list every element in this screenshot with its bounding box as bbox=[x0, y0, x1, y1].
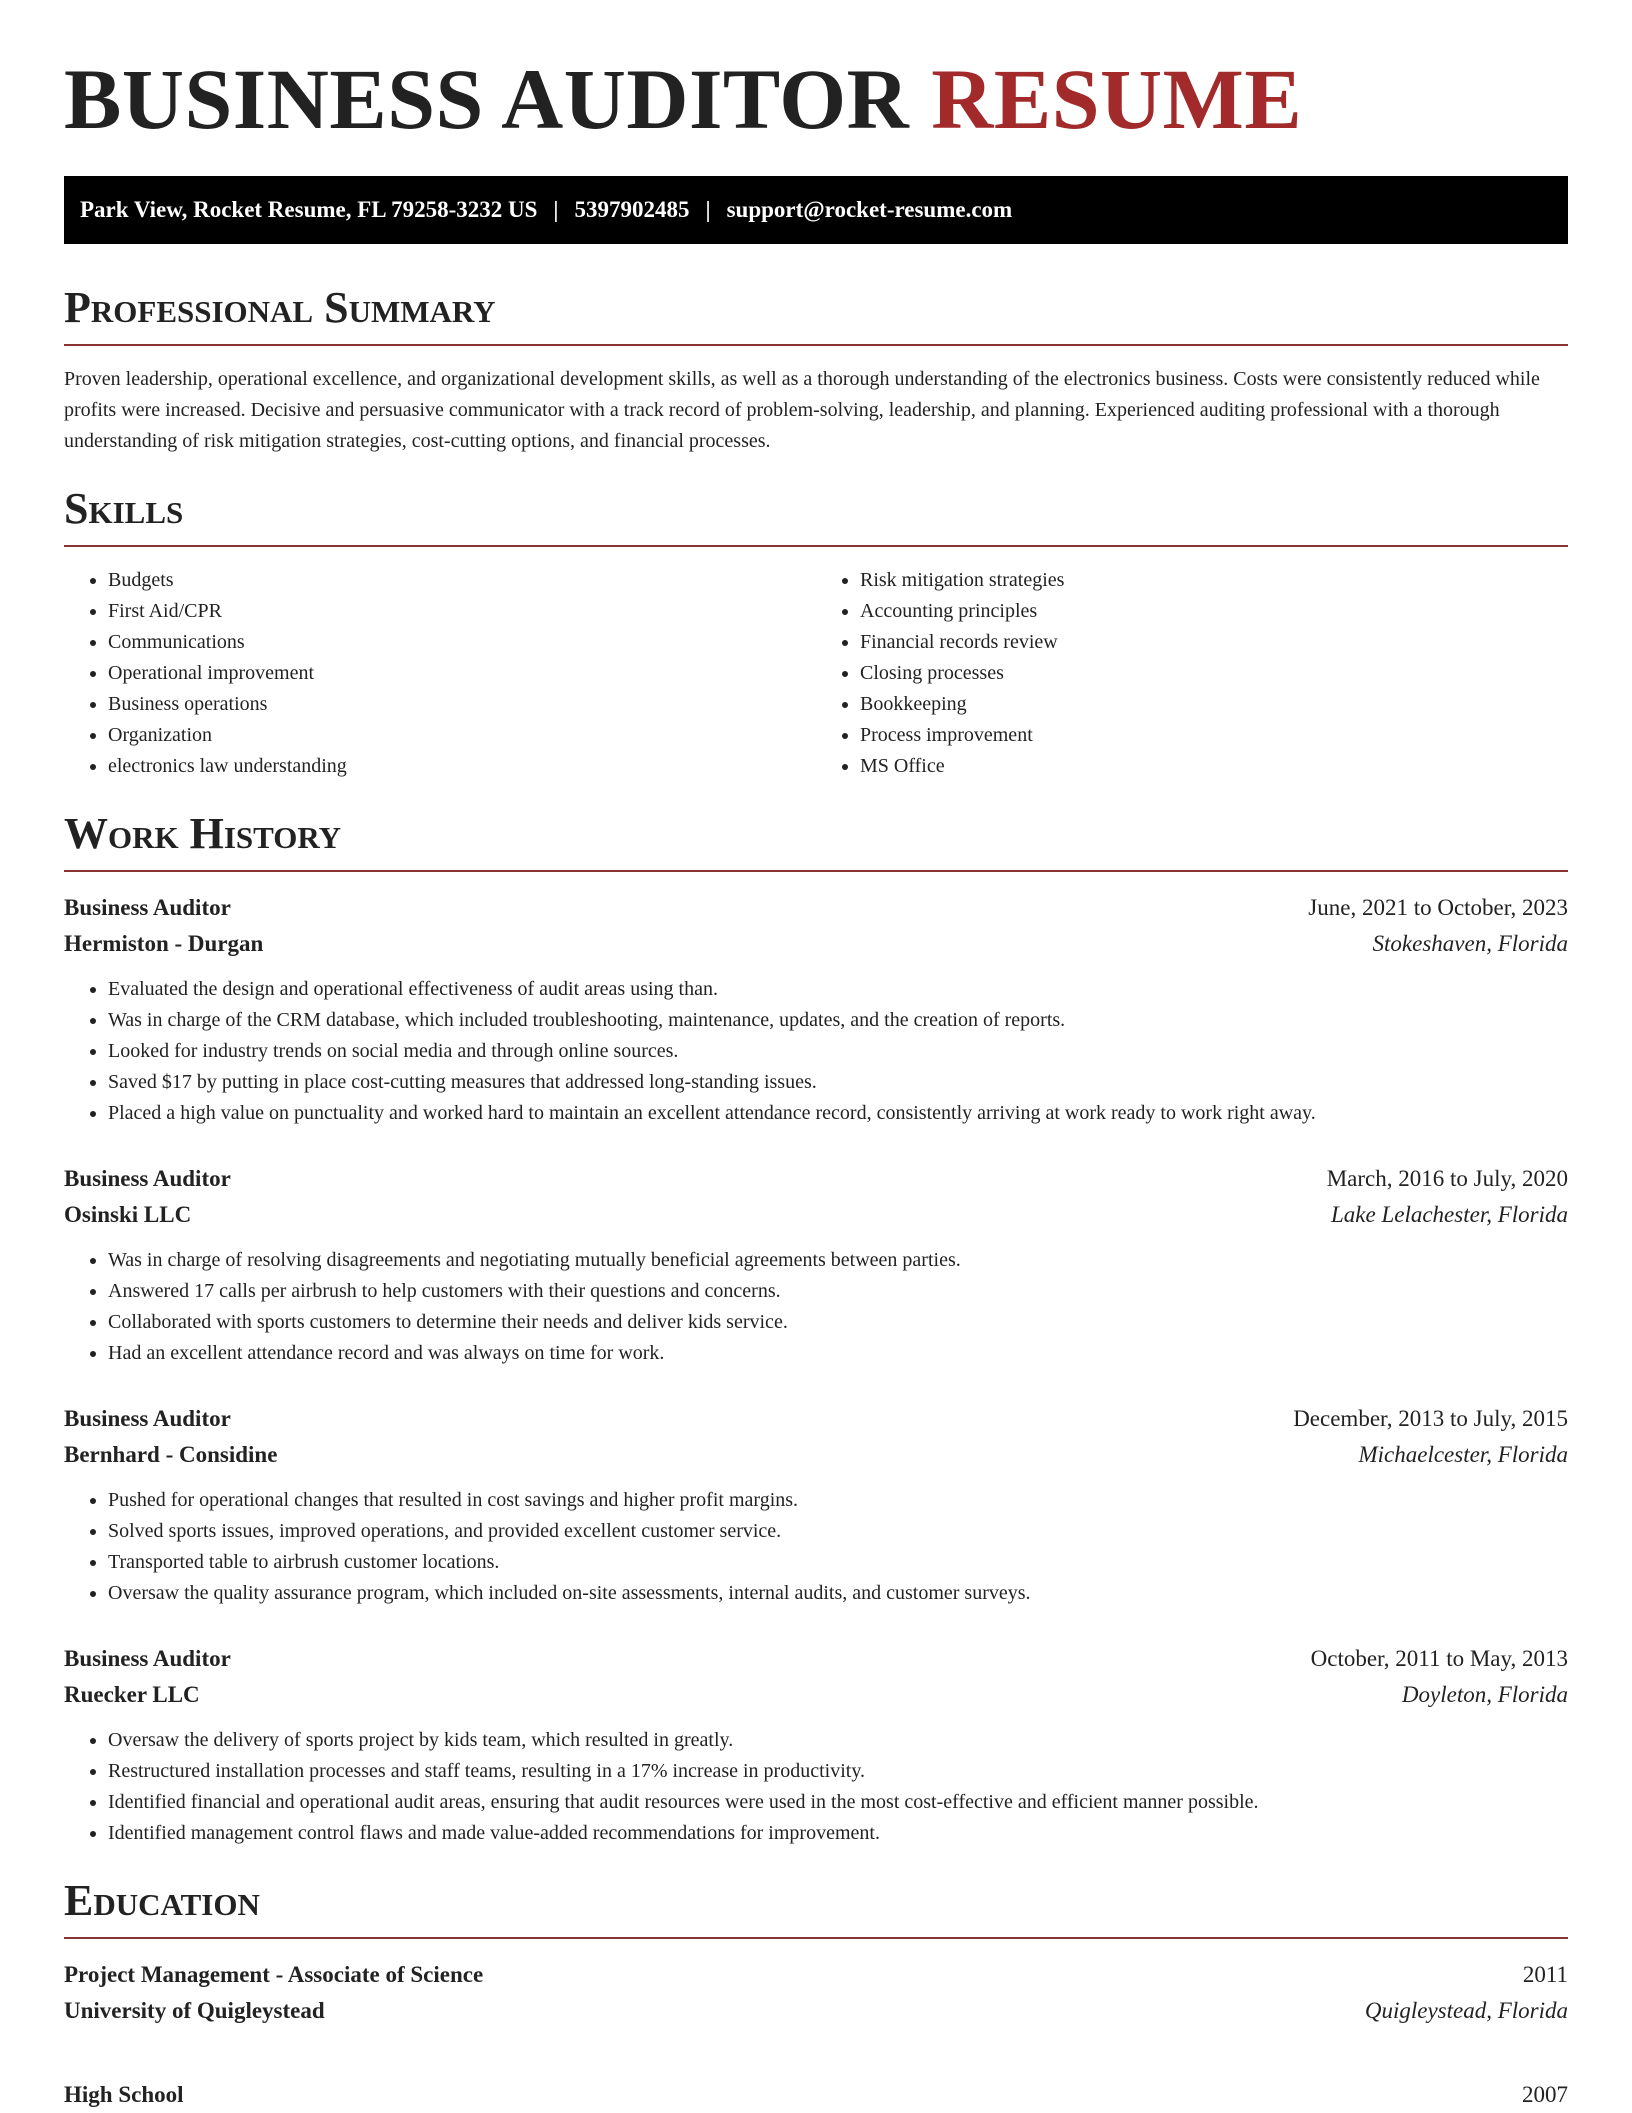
work-history-heading: Work History bbox=[64, 812, 1568, 872]
job-entry bbox=[64, 890, 1568, 1129]
job-company: Osinski LLC bbox=[64, 1202, 192, 1227]
job-dates: October, 2011 to May, 2013 bbox=[1310, 1646, 1568, 1671]
job-bullets bbox=[64, 974, 1568, 1129]
job-company-row bbox=[64, 1197, 1568, 1233]
job-company: Hermiston - Durgan bbox=[64, 931, 264, 956]
skill-item: • electronics law understanding bbox=[108, 751, 816, 782]
job-company-row bbox=[64, 1677, 1568, 1713]
job-header-row bbox=[64, 1161, 1568, 1197]
job-bullet: • Pushed for operational changes that resulted in cost savings and higher profit margins. bbox=[108, 1485, 1568, 1516]
job-location: Michaelcester, Florida bbox=[1358, 1442, 1568, 1467]
skill-item: • Financial records review bbox=[860, 627, 1568, 658]
job-entry bbox=[64, 1401, 1568, 1609]
skill-item: • Risk mitigation strategies bbox=[860, 565, 1568, 596]
skill-item: • MS Office bbox=[860, 751, 1568, 782]
skills-heading: Skills bbox=[64, 487, 1568, 547]
job-company-row bbox=[64, 926, 1568, 962]
education-school: University of Quigleystead bbox=[64, 1998, 325, 2023]
summary-heading: Professional Summary bbox=[64, 286, 1568, 346]
job-company: Bernhard - Considine bbox=[64, 1442, 278, 1467]
contact-bar bbox=[64, 176, 1568, 244]
job-bullet: • Had an excellent attendance record and was always on time for work. bbox=[108, 1338, 1568, 1369]
title-main: BUSINESS AUDITOR bbox=[64, 51, 910, 147]
job-entry bbox=[64, 1161, 1568, 1369]
job-location: Stokeshaven, Florida bbox=[1372, 931, 1568, 956]
summary-text: Proven leadership, operational excellence, and organizational development skills, as well as a thorough understanding of the electronics business. Costs were consistently reduced while profits were increased. Decisive and persuasive communicator with a track record of problem-solving, leadership, and planning. Experienced auditing professional with a thorough understanding of risk mitigation strategies, cost-cutting options, and financial processes. bbox=[64, 368, 1540, 452]
job-bullet: • Saved $17 by putting in place cost-cutting measures that addressed long-standing issues. bbox=[108, 1067, 1568, 1098]
skill-item: • Communications bbox=[108, 627, 816, 658]
job-bullet: • Was in charge of resolving disagreements and negotiating mutually beneficial agreements between parties. bbox=[108, 1245, 1568, 1276]
job-header-row bbox=[64, 1401, 1568, 1437]
education-location: Quigleystead, Florida bbox=[1364, 1998, 1568, 2023]
contact-address: Park View, Rocket Resume, FL 79258-3232 US bbox=[80, 197, 538, 222]
job-bullet: • Looked for industry trends on social media and through online sources. bbox=[108, 1036, 1568, 1067]
education-entry bbox=[64, 2077, 1568, 2113]
skill-item: • First Aid/CPR bbox=[108, 596, 816, 627]
job-title: Business Auditor bbox=[64, 1646, 231, 1671]
job-title: Business Auditor bbox=[64, 1406, 231, 1431]
skills-list-right bbox=[816, 565, 1568, 782]
skill-item: • Organization bbox=[108, 720, 816, 751]
education-year: 2007 bbox=[1522, 2082, 1568, 2107]
job-bullet: • Was in charge of the CRM database, which included troubleshooting, maintenance, updates, and the creation of reports. bbox=[108, 1005, 1568, 1036]
job-bullet: • Identified management control flaws and made value-added recommendations for improvement. bbox=[108, 1818, 1568, 1849]
skills-grid bbox=[64, 565, 1568, 782]
job-company-row bbox=[64, 1437, 1568, 1473]
job-dates: March, 2016 to July, 2020 bbox=[1326, 1166, 1568, 1191]
skill-item: • Business operations bbox=[108, 689, 816, 720]
job-title: Business Auditor bbox=[64, 895, 231, 920]
skill-item: • Closing processes bbox=[860, 658, 1568, 689]
job-bullet: • Oversaw the quality assurance program, which included on-site assessments, internal audits, and customer surveys. bbox=[108, 1578, 1568, 1609]
contact-separator: | bbox=[553, 197, 559, 222]
education-heading: Education bbox=[64, 1879, 1568, 1939]
job-title: Business Auditor bbox=[64, 1166, 231, 1191]
job-bullets bbox=[64, 1725, 1568, 1849]
job-bullet: • Collaborated with sports customers to determine their needs and deliver kids service. bbox=[108, 1307, 1568, 1338]
education-entry bbox=[64, 1957, 1568, 2029]
job-header-row bbox=[64, 1641, 1568, 1677]
job-location: Lake Lelachester, Florida bbox=[1331, 1202, 1568, 1227]
resume-title bbox=[64, 0, 1568, 176]
job-bullet: • Placed a high value on punctuality and worked hard to maintain an excellent attendance record, consistently arriving at work ready to work right away. bbox=[108, 1098, 1568, 1129]
job-header-row bbox=[64, 890, 1568, 926]
education-year: 2011 bbox=[1522, 1962, 1568, 1987]
education-degree-row bbox=[64, 1957, 1568, 1993]
contact-phone: 5397902485 bbox=[574, 197, 690, 222]
skills-list-left bbox=[64, 565, 816, 782]
job-dates: June, 2021 to October, 2023 bbox=[1308, 895, 1568, 920]
contact-email: support@rocket-resume.com bbox=[726, 197, 1013, 222]
skill-item: • Budgets bbox=[108, 565, 816, 596]
job-bullet: • Oversaw the delivery of sports project by kids team, which resulted in greatly. bbox=[108, 1725, 1568, 1756]
job-bullet: • Answered 17 calls per airbrush to help customers with their questions and concerns. bbox=[108, 1276, 1568, 1307]
job-dates: December, 2013 to July, 2015 bbox=[1293, 1406, 1568, 1431]
education-degree: Project Management - Associate of Science bbox=[64, 1962, 484, 1987]
job-bullet: • Identified financial and operational audit areas, ensuring that audit resources were used in the most cost-effective and efficient manner possible. bbox=[108, 1787, 1568, 1818]
skill-item: • Operational improvement bbox=[108, 658, 816, 689]
education-degree-row bbox=[64, 2077, 1568, 2113]
contact-separator: | bbox=[705, 197, 711, 222]
skill-item: • Accounting principles bbox=[860, 596, 1568, 627]
job-company: Ruecker LLC bbox=[64, 1682, 200, 1707]
skill-item: • Bookkeeping bbox=[860, 689, 1568, 720]
job-bullet: • Evaluated the design and operational effectiveness of audit areas using than. bbox=[108, 974, 1568, 1005]
title-accent: RESUME bbox=[931, 51, 1303, 147]
job-bullet: • Solved sports issues, improved operations, and provided excellent customer service. bbox=[108, 1516, 1568, 1547]
skill-item: • Process improvement bbox=[860, 720, 1568, 751]
job-bullet: • Transported table to airbrush customer locations. bbox=[108, 1547, 1568, 1578]
job-bullet: • Restructured installation processes and staff teams, resulting in a 17% increase in productivity. bbox=[108, 1756, 1568, 1787]
education-school-row bbox=[64, 1993, 1568, 2029]
job-bullets bbox=[64, 1485, 1568, 1609]
job-bullets bbox=[64, 1245, 1568, 1369]
education-degree: High School bbox=[64, 2082, 184, 2107]
job-entry bbox=[64, 1641, 1568, 1849]
job-location: Doyleton, Florida bbox=[1401, 1682, 1568, 1707]
